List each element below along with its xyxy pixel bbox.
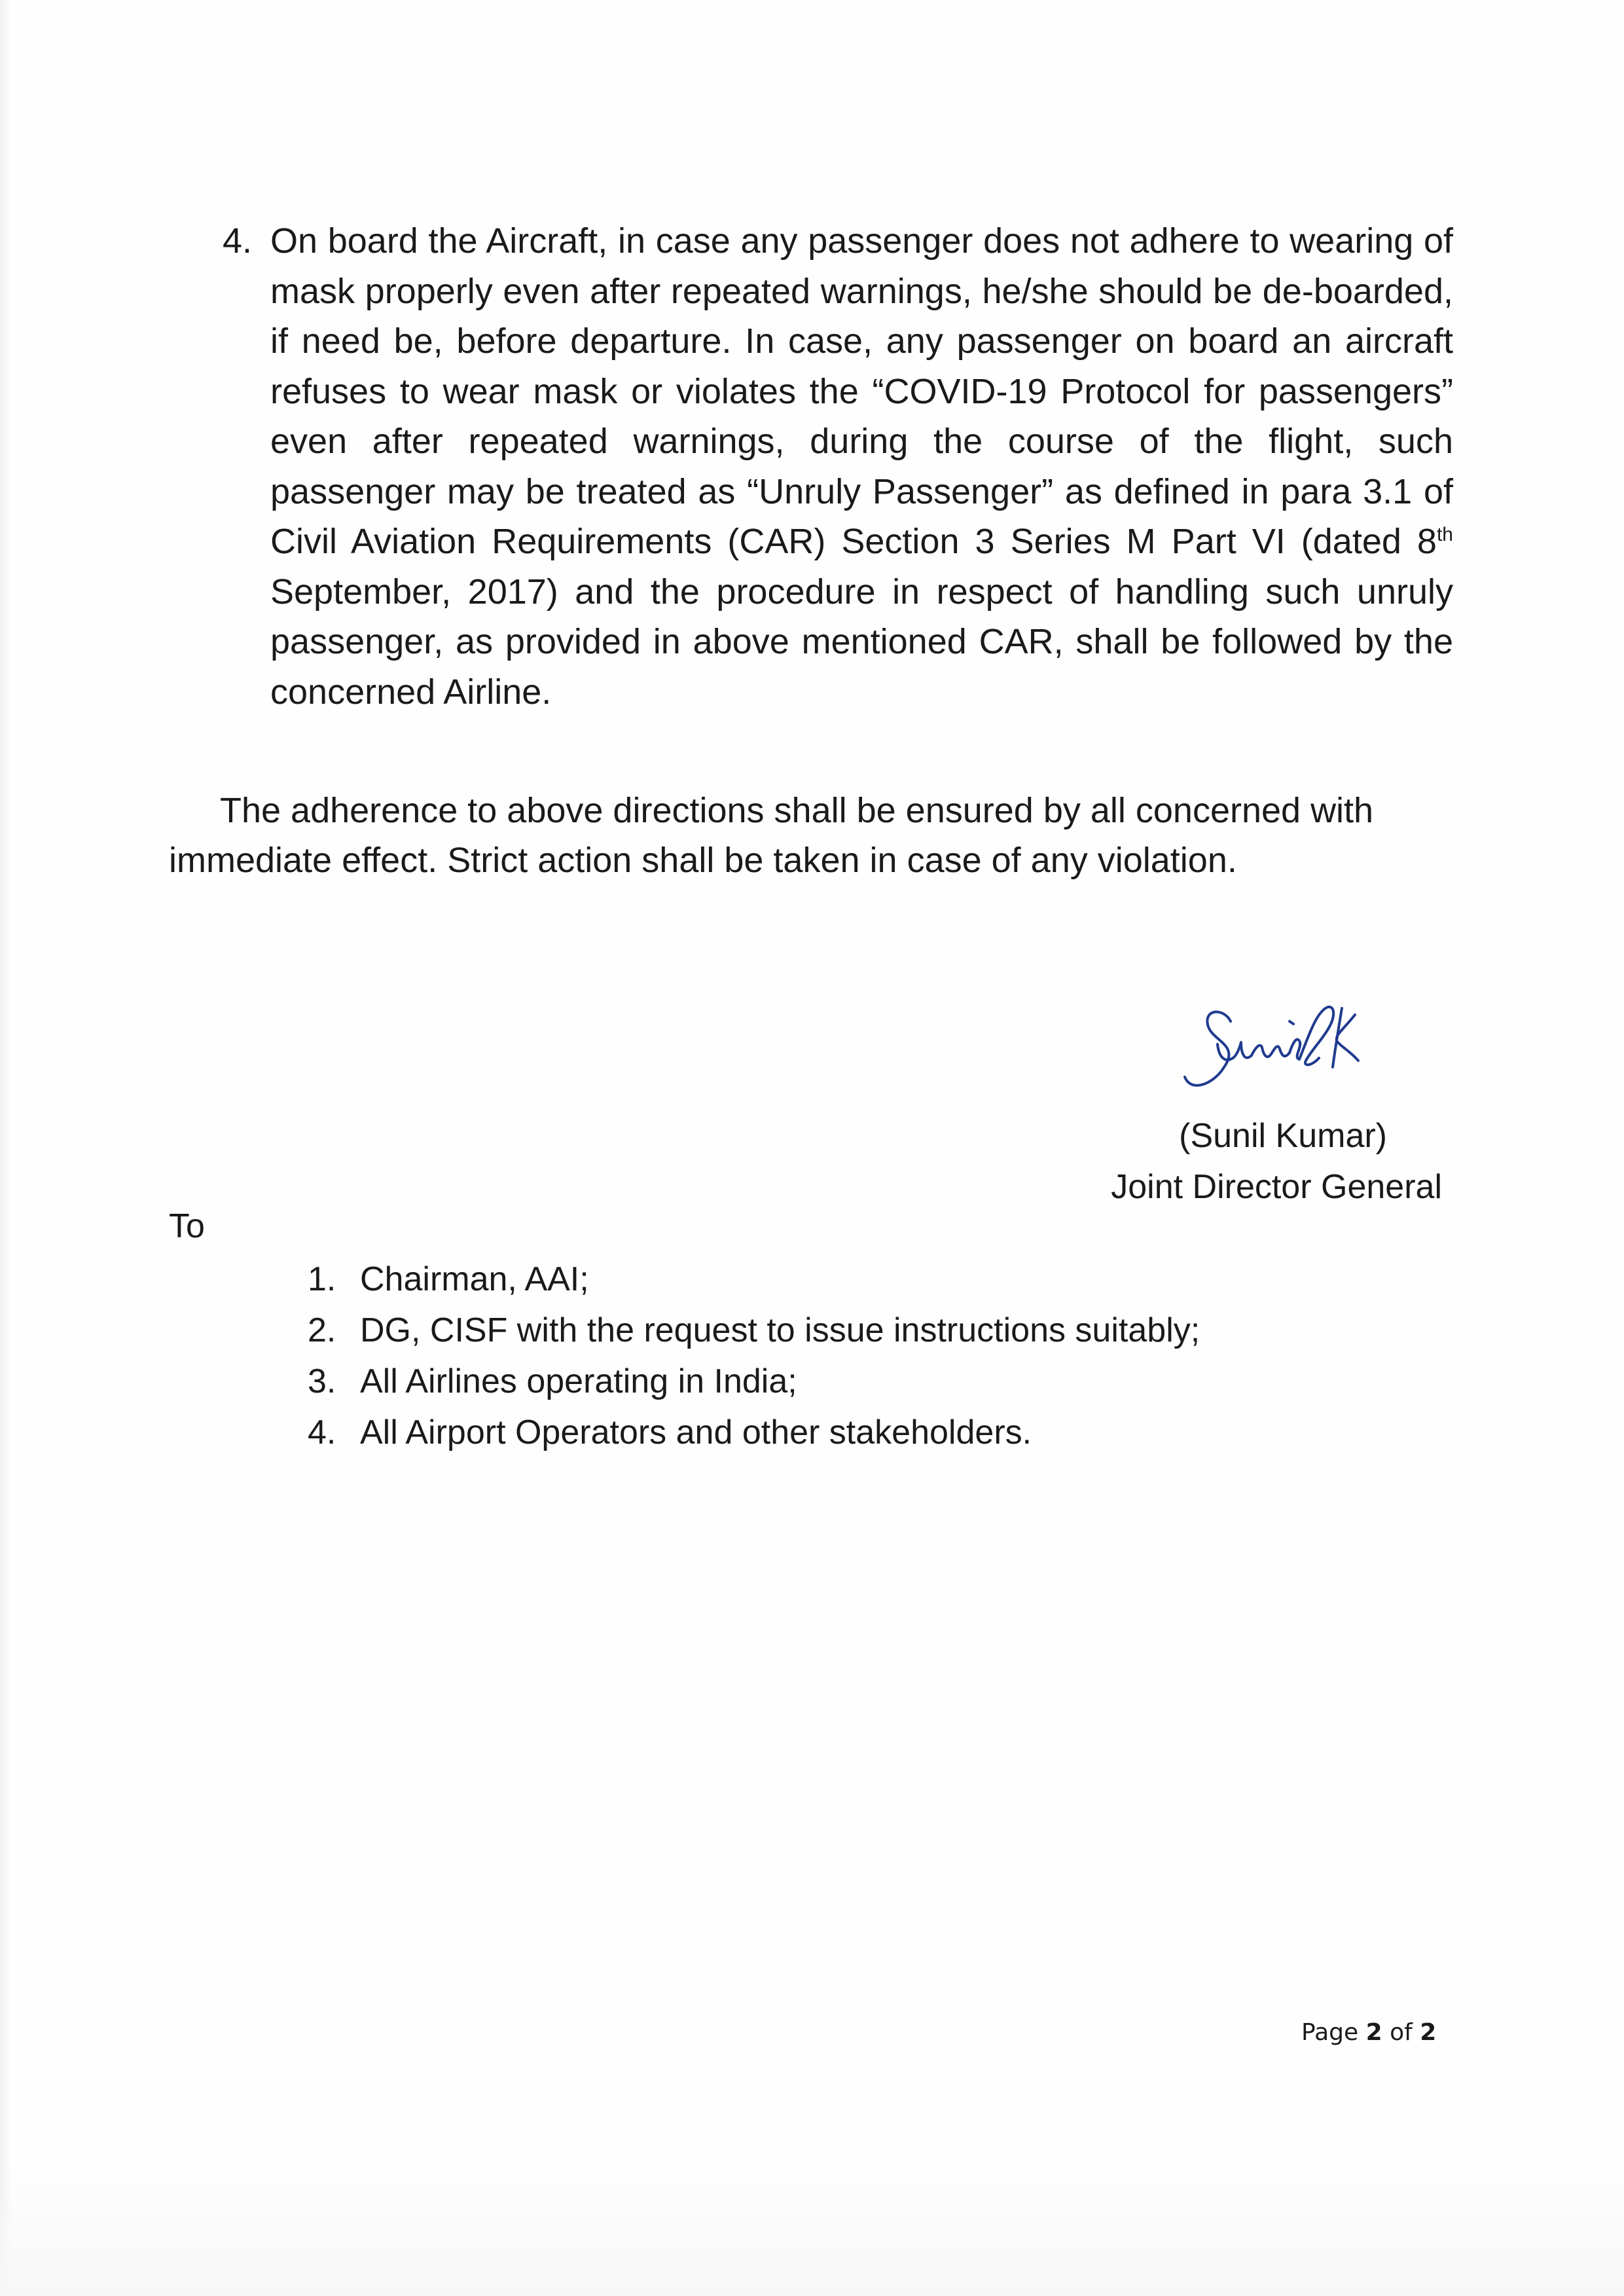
handwritten-signature: [1178, 995, 1401, 1133]
page-number-total: 2: [1420, 2019, 1437, 2046]
to-label: To: [169, 1207, 205, 1245]
recipient-text: All Airport Operators and other stakeholders.: [360, 1413, 1032, 1451]
adherence-paragraph: The adherence to above directions shall be ensured by all concerned with immediate effect. Strict action shall be taken in case of any violation.: [169, 791, 1374, 880]
numbered-paragraph-4: [223, 216, 1453, 717]
signer-name: (Sunil Kumar): [1179, 1117, 1387, 1155]
recipient-item: [308, 1356, 1355, 1407]
recipient-text: Chairman, AAI;: [360, 1260, 589, 1298]
recipient-number: 2.: [308, 1311, 336, 1349]
paragraph-text: [270, 216, 1453, 717]
recipient-number: 4.: [308, 1413, 336, 1451]
recipient-item: [308, 1254, 1355, 1305]
recipient-text: All Airlines operating in India;: [360, 1362, 797, 1400]
scan-shadow: [0, 2160, 1624, 2296]
signer-title: Joint Director General: [1111, 1168, 1442, 1206]
recipient-item: [308, 1305, 1355, 1356]
page-number-prefix: Page: [1301, 2019, 1366, 2046]
page-number: [1301, 2016, 1436, 2049]
recipient-number: 3.: [308, 1362, 336, 1400]
recipient-text: DG, CISF with the request to issue instructions suitably;: [360, 1311, 1200, 1349]
scan-edge: [0, 0, 12, 2296]
paragraph-text-part2: September, 2017) and the procedure in respect of handling such unruly passenger, as provided in above mentioned CAR, shall be followed by the concerned Airline.: [270, 572, 1453, 712]
recipient-number: 1.: [308, 1260, 336, 1298]
paragraph-number: 4.: [223, 221, 253, 261]
recipient-item: [308, 1407, 1355, 1458]
page-number-separator: of: [1382, 2019, 1420, 2046]
paragraph-text-part1: On board the Aircraft, in case any passenger does not adhere to wearing of mask properly even after repeated warnings, he/she should be de-boarded, if need be, before departure. In case, any passenger on board an aircraft refuses to wear mask or violates the “COVID-19 Protocol for passengers” even after repeated warnings, during the course of the flight, such passenger may be treated as “Unruly Passenger” as defined in para 3.1 of Civil Aviation Requirements (CAR) Section 3 Series M Part VI (dated 8: [270, 221, 1453, 561]
recipient-list: [308, 1254, 1355, 1458]
page-number-current: 2: [1365, 2019, 1382, 2046]
ordinal-superscript: th: [1436, 524, 1453, 545]
